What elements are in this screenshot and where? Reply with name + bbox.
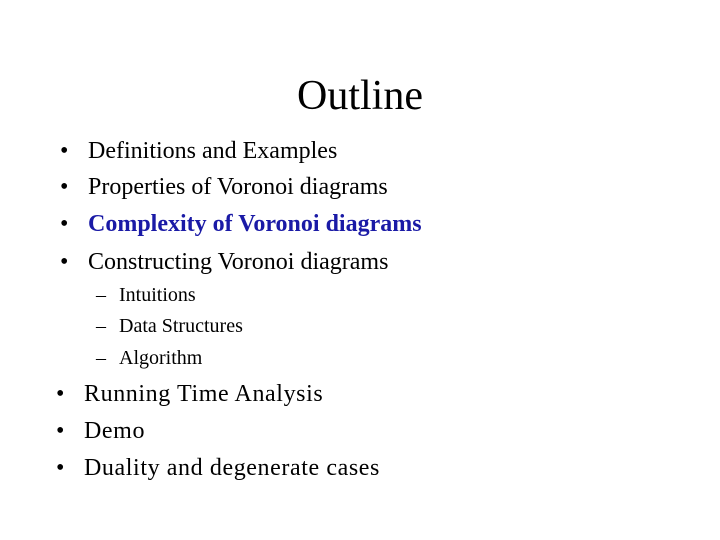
bullet-text: Duality and degenerate cases: [84, 455, 380, 481]
sub-bullet-item: [96, 344, 202, 372]
bullet-text: Running Time Analysis: [84, 381, 324, 407]
bullet-item: [60, 134, 337, 168]
bullet-glyph: •: [60, 174, 69, 200]
bullet-text: Definitions and Examples: [88, 138, 338, 164]
sub-bullet-item: [96, 281, 196, 309]
slide-title: Outline: [297, 73, 423, 119]
bullet-text: Complexity of Voronoi diagrams: [88, 211, 422, 237]
sub-bullet-text: Algorithm: [119, 347, 203, 369]
bullet-text: Properties of Voronoi diagrams: [88, 174, 388, 200]
bullet-text: Constructing Voronoi diagrams: [88, 249, 389, 275]
bullet-item: [56, 377, 323, 411]
bullet-glyph: •: [60, 138, 69, 164]
bullet-item: [56, 451, 380, 485]
bullet-item-highlighted: [60, 207, 422, 241]
sub-bullet-item: [96, 312, 243, 340]
bullet-item: [60, 170, 388, 204]
bullet-glyph: •: [56, 455, 66, 481]
bullet-glyph: •: [60, 211, 69, 237]
bullet-glyph: •: [56, 381, 66, 407]
dash-glyph: –: [96, 284, 106, 306]
dash-glyph: –: [96, 315, 106, 337]
bullet-item: [60, 245, 388, 279]
bullet-item: [56, 414, 145, 448]
dash-glyph: –: [96, 347, 106, 369]
sub-bullet-text: Data Structures: [119, 315, 243, 337]
bullet-text: Demo: [84, 418, 146, 444]
bullet-glyph: •: [60, 249, 69, 275]
sub-bullet-text: Intuitions: [119, 284, 196, 306]
bullet-glyph: •: [56, 418, 66, 444]
